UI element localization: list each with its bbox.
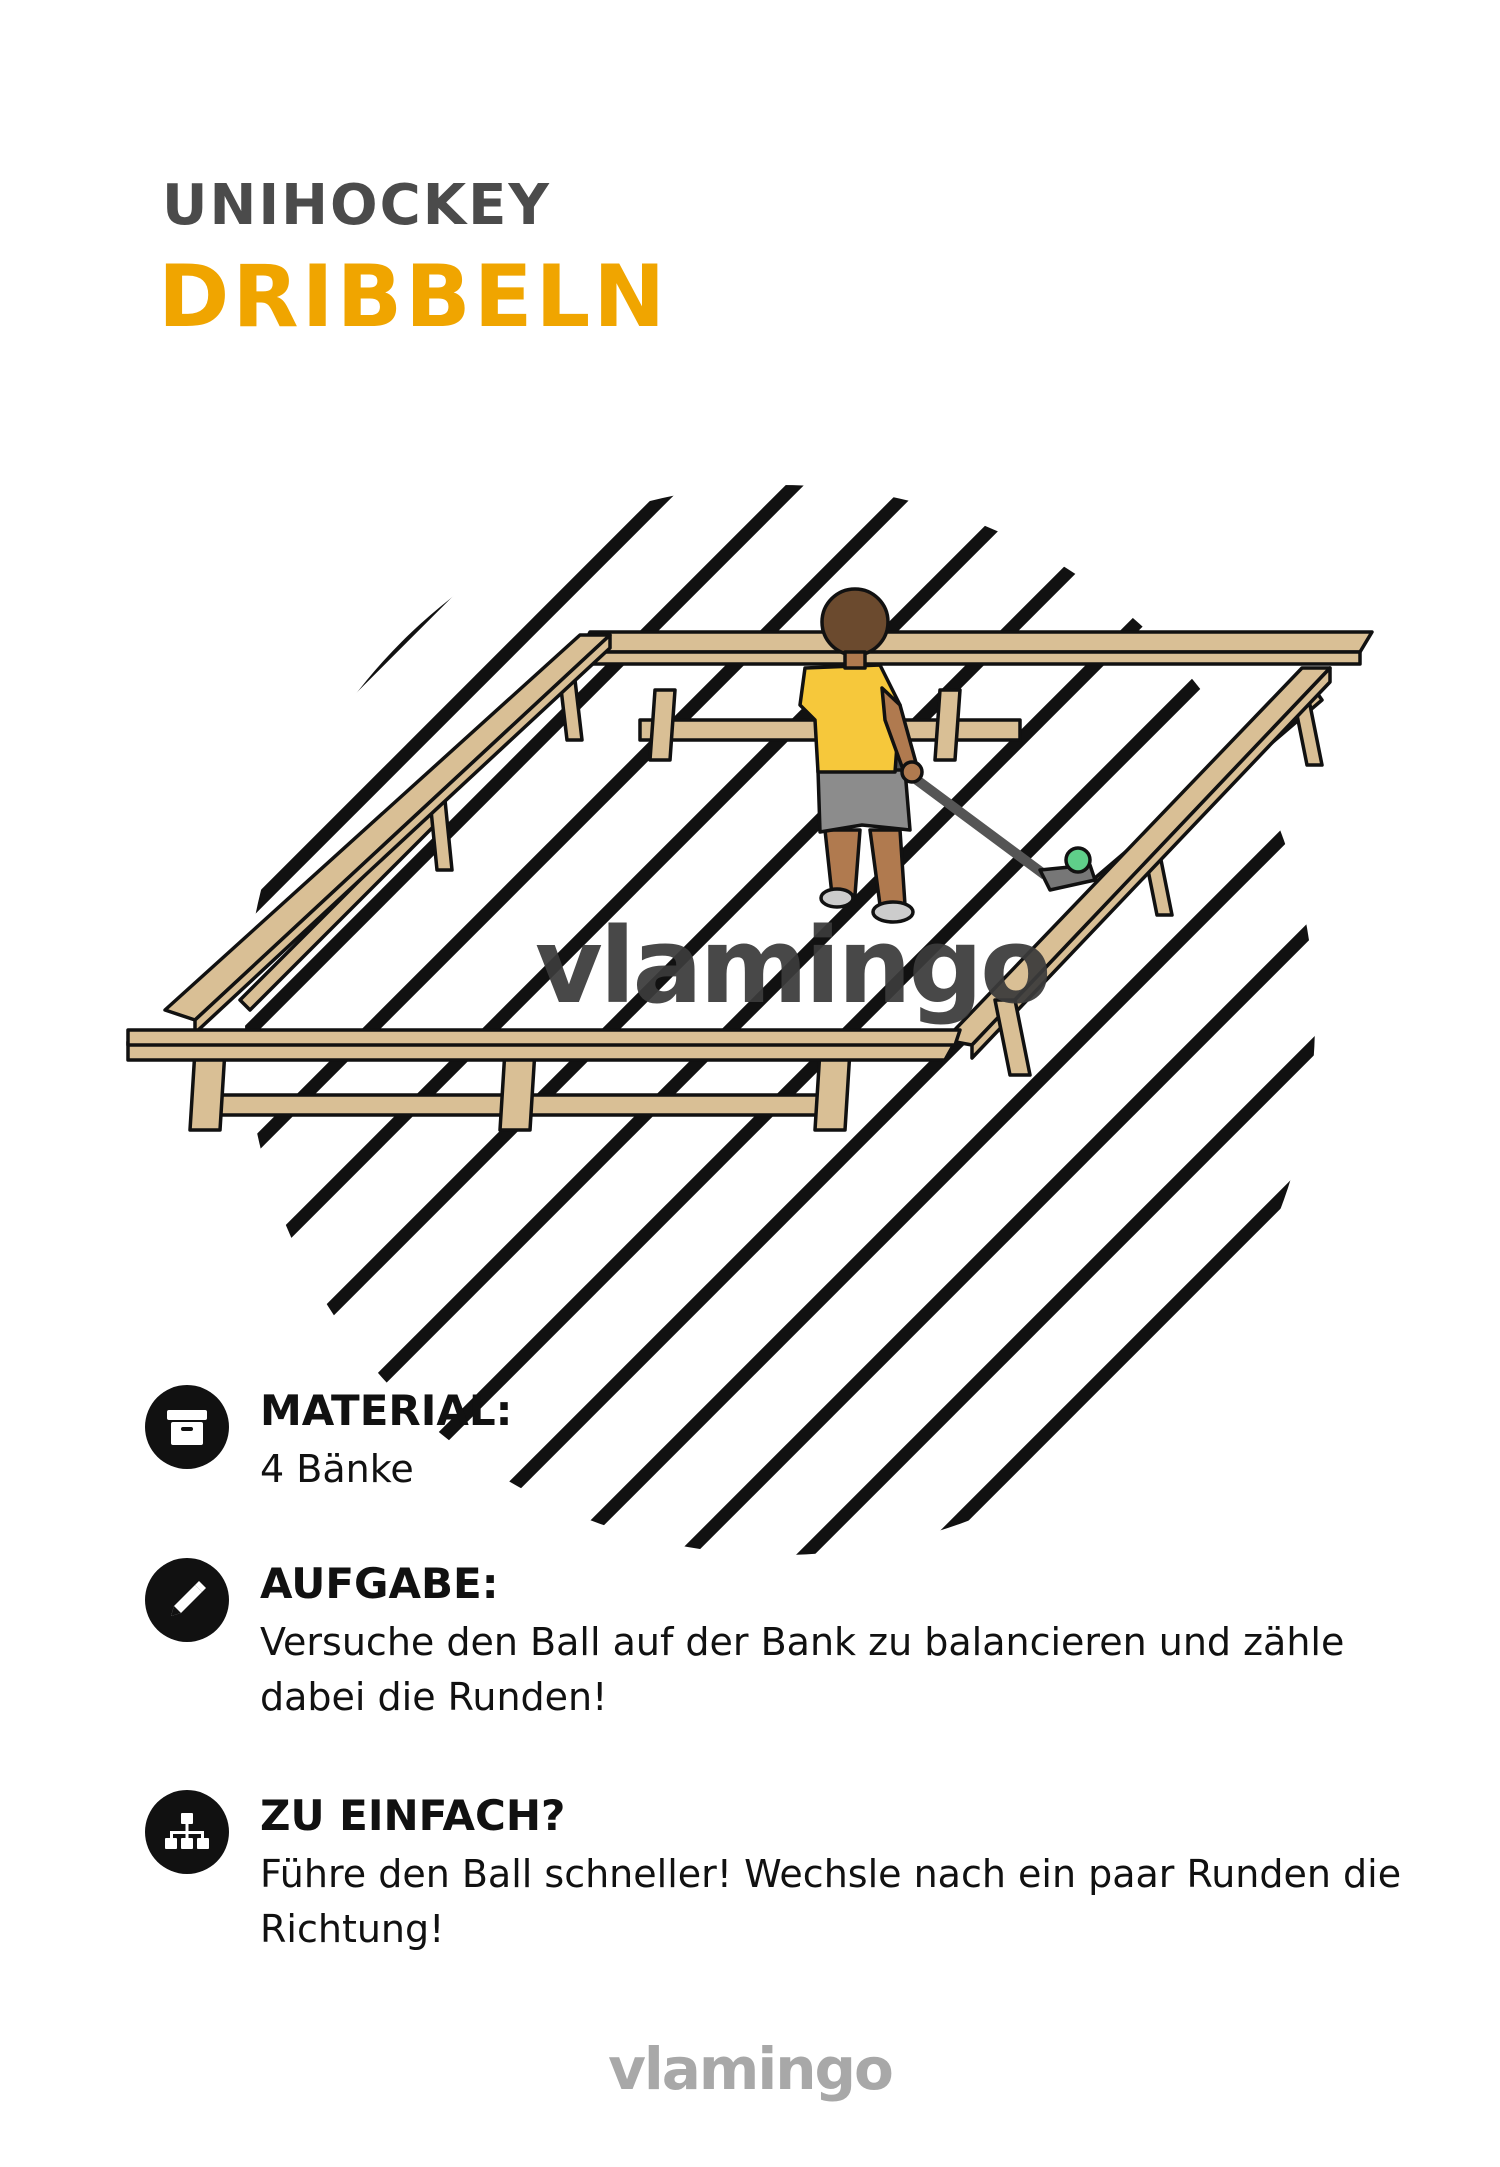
footer-logo: vlamingo — [608, 2035, 892, 2103]
section-label: ZU EINFACH? — [260, 1791, 566, 1840]
section-label: MATERIAL: — [260, 1386, 513, 1435]
pencil-icon — [145, 1558, 229, 1642]
section-body: 4 Bänke — [260, 1446, 414, 1491]
section-label: AUFGABE: — [260, 1559, 499, 1608]
archive-box-icon — [145, 1385, 229, 1469]
header — [158, 173, 669, 347]
page-subtitle: UNIHOCKEY — [162, 173, 551, 238]
section-body: Versuche den Ball auf der Bank zu balancieren und zähle dabei die Runden! — [260, 1619, 1345, 1719]
watermark-logo: vlamingo — [535, 905, 1049, 1027]
bench-front — [128, 1030, 960, 1130]
hierarchy-icon — [145, 1790, 229, 1874]
page-title: DRIBBELN — [158, 247, 669, 347]
section-body: Führe den Ball schneller! Wechsle nach ein paar Runden die Richtung! — [260, 1851, 1402, 1951]
